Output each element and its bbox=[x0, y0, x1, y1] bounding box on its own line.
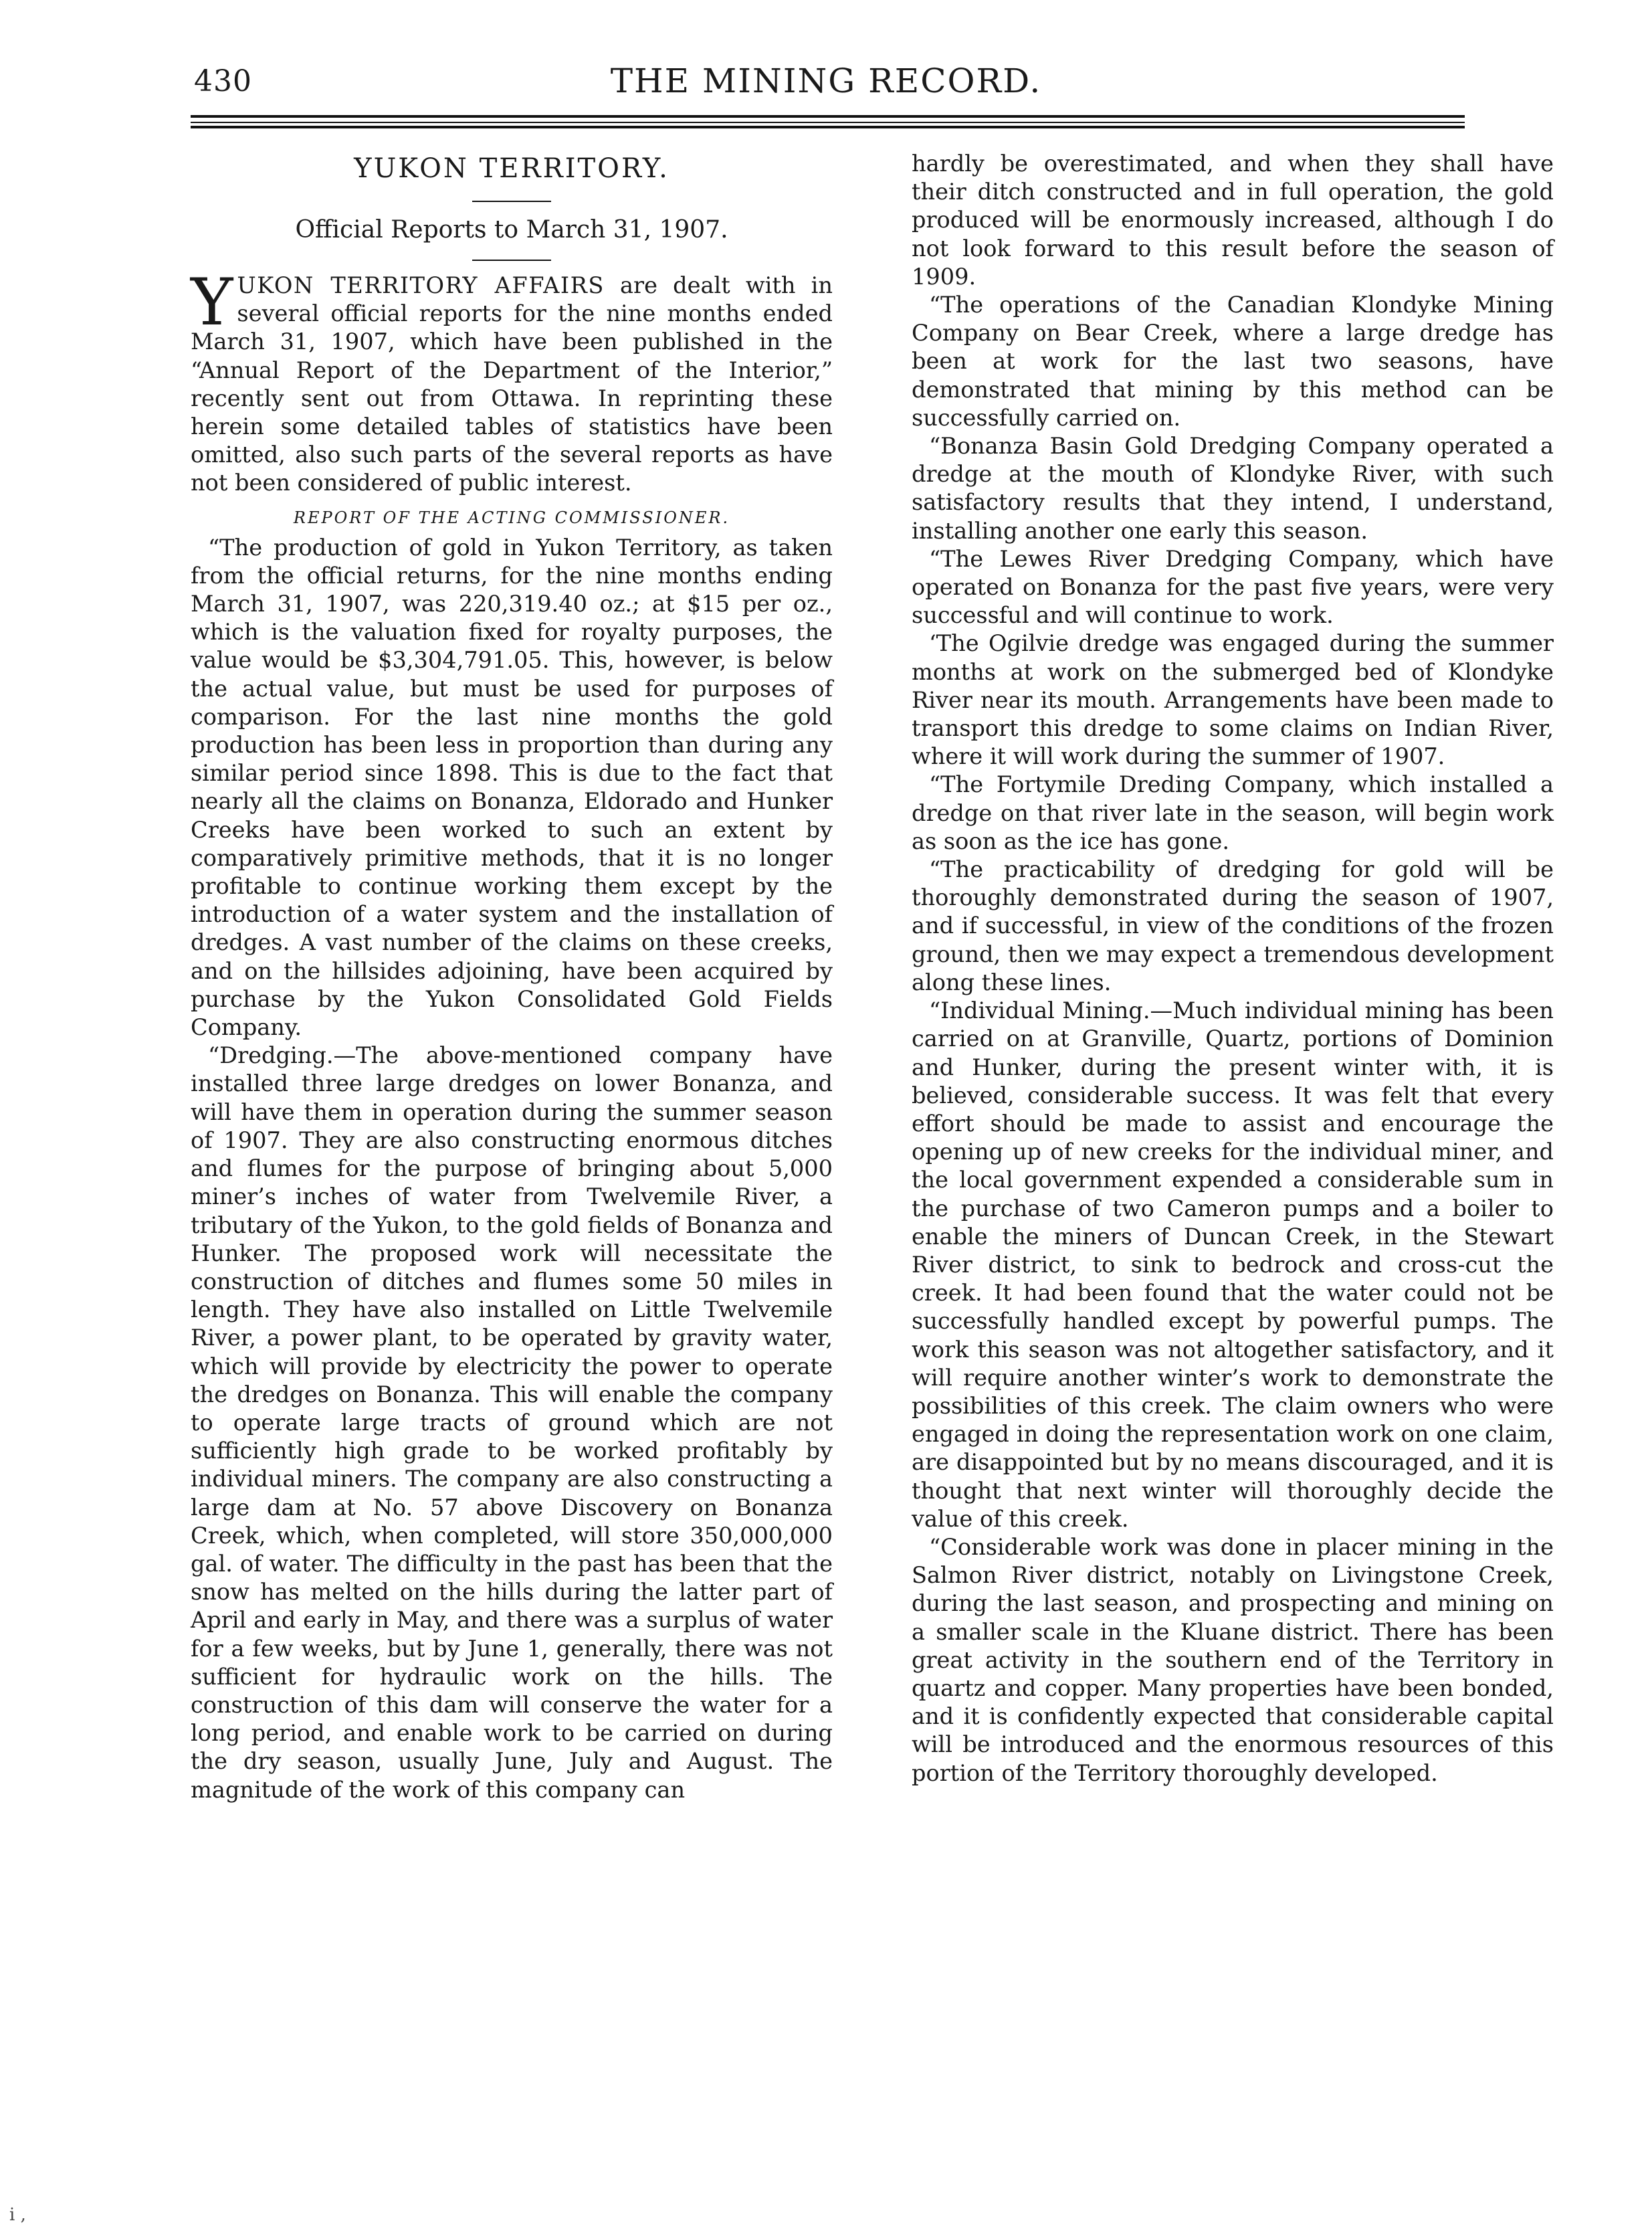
drop-cap: Y bbox=[191, 265, 233, 340]
intro-lead: UKON TERRITORY AFFAIRS bbox=[237, 272, 605, 298]
body-paragraph: “The production of gold in Yukon Territory, as taken from the official returns, for the nine months ending March 31, 1907, was 220,319.40 oz.; at $15 per oz., which is the valuation fixed for royalty purposes, the value would be $3,304,791.05. This, however, is below the actual value, but must be used for purposes of comparison. For the last nine months the gold production has been less in proportion than during any similar period since 1898. This is due to the fact that nearly all the claims on Bonanza, Eldorado and Hunker Creeks have been worked to such an extent by comparatively primitive methods, that it is no longer profitable to continue working them except by the introduction of a water system and the installation of dredges. A vast number of the claims on these creeks, and on the hillsides adjoining, have been acquired by purchase by the Yukon Consolidated Gold Fields Company. bbox=[191, 534, 833, 1041]
header-rule bbox=[191, 126, 1465, 128]
right-column bbox=[912, 150, 1554, 1787]
intro-paragraph bbox=[191, 265, 833, 498]
body-paragraph: “The operations of the Canadian Klondyke Mining Company on Bear Creek, where a large dredge has been at work for the last two seasons, have demonstrated that mining by this method can be successfully carried on. bbox=[912, 292, 1554, 431]
body-paragraph: ‘The Ogilvie dredge was engaged during the summer months at work on the submerged bed of Klondyke River near its mouth. Arrangements have been made to transport this dredge to some claims on Indian River, where it will work during the summer of 1907. bbox=[912, 630, 1554, 770]
section-heading: REPORT OF THE ACTING COMMISSIONER. bbox=[293, 508, 730, 527]
page-number: 430 bbox=[194, 64, 252, 98]
corner-mark: i , bbox=[9, 2205, 26, 2225]
body-paragraph: “Bonanza Basin Gold Dredging Company operated a dredge at the mouth of Klondyke River, with such satisfactory results that they intend, I understand, installing another one early this season. bbox=[912, 433, 1554, 544]
continuation-paragraph: hardly be overestimated, and when they shall have their ditch constructed and in full operation, the gold produced will be enormously increased, although I do not look forward to this result before the season of 1909. bbox=[912, 151, 1554, 290]
header-rule bbox=[191, 122, 1465, 123]
title-divider bbox=[472, 201, 551, 202]
body-paragraph: “Considerable work was done in placer mining in the Salmon River district, notably on Livingstone Creek, during the last season, and prospecting and mining on a smaller scale in the Kluane district. There has been great activity in the southern end of the Territory in quartz and copper. Many properties have been bonded, and it is confidently expected that considerable capital will be introduced and the enormous resources of this portion of the Territory thoroughly developed. bbox=[912, 1533, 1554, 1786]
body-paragraph: “The Lewes River Dredging Company, which have operated on Bonanza for the past five years, were very successful and will continue to work. bbox=[912, 545, 1554, 629]
subtitle-divider bbox=[472, 260, 551, 261]
intro-text: are dealt with in several official reports for the nine months ended March 31, 1907, which have been published in the “Annual Report of the Department of the Interior,” recently sent out from Ottawa. In reprinting these herein some detailed tables of statistics have been omitted, also such parts of the several reports as have not been considered of public interest. bbox=[191, 272, 833, 496]
left-column bbox=[191, 150, 833, 1804]
body-paragraph: “The Fortymile Dreding Company, which installed a dredge on that river late in the season, will begin work as soon as the ice has gone. bbox=[912, 771, 1554, 854]
body-paragraph: “The practicability of dredging for gold will be thoroughly demonstrated during the season of 1907, and if successful, in view of the conditions of the frozen ground, then we may expect a tremendous development along these lines. bbox=[912, 856, 1554, 995]
article-subtitle: Official Reports to March 31, 1907. bbox=[295, 216, 728, 244]
article-title: YUKON TERRITORY. bbox=[354, 153, 669, 184]
body-paragraph: “Dredging.—The above-mentioned company have installed three large dredges on lower Bonanza, and will have them in operation during the summer season of 1907. They are also constructing enormous ditches and flumes for the purpose of bringing about 5,000 miner’s inches of water from Twelvemile River, a tributary of the Yukon, to the gold fields of Bonanza and Hunker. The proposed work will necessitate the construction of ditches and flumes some 50 miles in length. They have also installed on Little Twelvemile River, a power plant, to be operated by gravity water, which will provide by electricity the power to operate the dredges on Bonanza. This will enable the company to operate large tracts of ground which are not sufficiently high grade to be worked profitably by individual miners. The company are also constructing a large dam at No. 57 above Discovery on Bonanza Creek, which, when completed, will store 350,000,000 gal. of water. The difficulty in the past has been that the snow has melted on the hills during the latter part of April and early in May, and there was a surplus of water for a few weeks, but by June 1, generally, there was not sufficient for hydraulic work on the hills. The construction of this dam will conserve the water for a long period, and enable work to be carried on during the dry season, usually June, July and August. The magnitude of the work of this company can bbox=[191, 1042, 833, 1803]
running-head: THE MINING RECORD. bbox=[610, 62, 1042, 100]
header-rule bbox=[191, 115, 1465, 118]
body-paragraph: “Individual Mining.—Much individual mining has been carried on at Granville, Quartz, portions of Dominion and Hunker, during the present winter with, it is believed, considerable success. It was felt that every effort should be made to assist and encourage the opening up of new creeks for the individual miner, and the local government expended a considerable sum in the purchase of two Cameron pumps and a boiler to enable the miners of Duncan Creek, in the Stewart River district, to sink to bedrock and cross-cut the creek. It had been found that the water could not be successfully handled except by powerful pumps. The work this season was not altogether satisfactory, and it will require another winter’s work to demonstrate the possibilities of this creek. The claim owners who were engaged in doing the representation work on one claim, are disappointed but by no means discouraged, and it is thought that next winter will thoroughly decide the value of this creek. bbox=[912, 997, 1554, 1532]
